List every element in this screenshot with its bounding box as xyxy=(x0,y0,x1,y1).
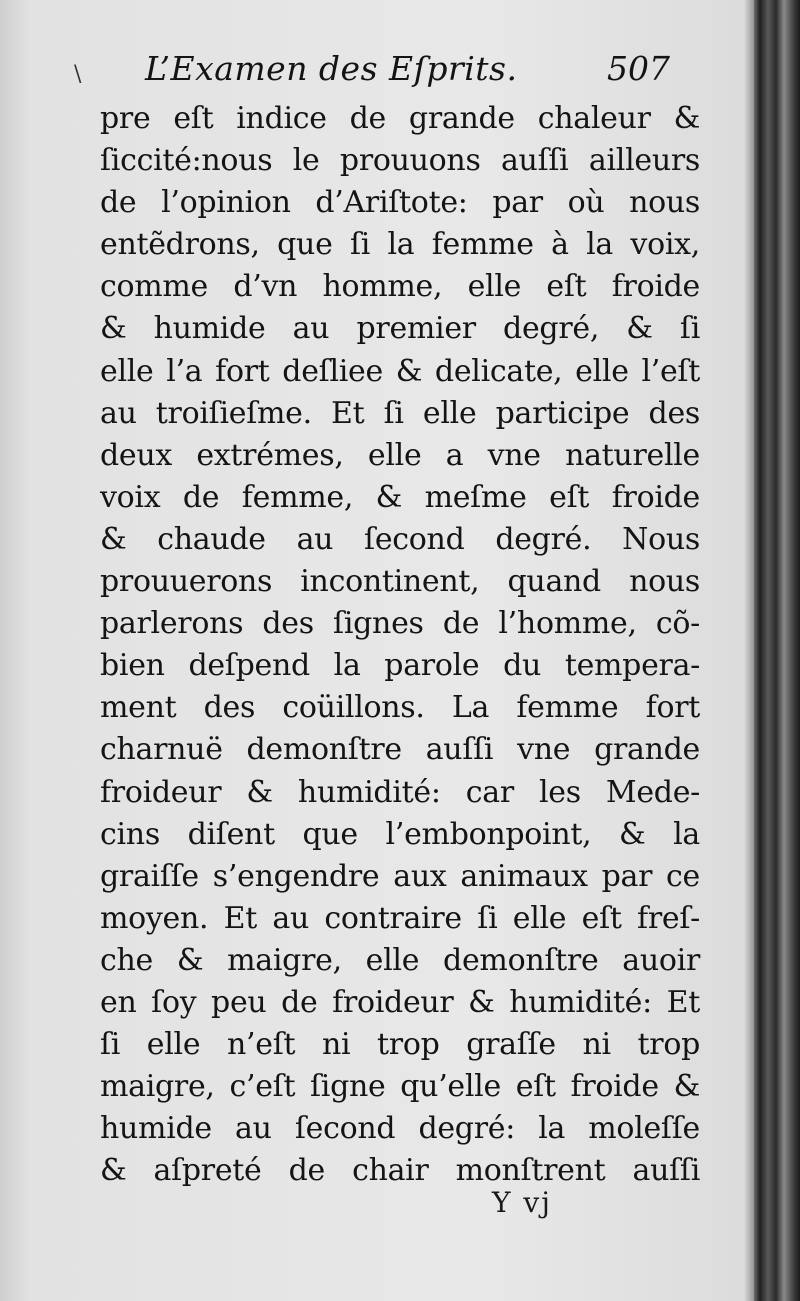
text-line: entẽdrons, que ſi la femme à la voix, xyxy=(100,227,700,263)
text-line: ſiccité:nous le prouuons auſſi ailleurs xyxy=(100,143,700,179)
text-line: parlerons des ſignes de l’homme, cõ- xyxy=(100,606,700,642)
book-spine xyxy=(754,0,800,1301)
text-line: comme d’vn homme, elle eſt froide xyxy=(100,269,700,305)
page-number: 507 xyxy=(607,49,670,88)
text-line: maigre, c’eſt ſigne qu’elle eſt froide & xyxy=(100,1069,700,1105)
text-block xyxy=(100,40,700,1192)
text-line: pre eſt indice de grande chaleur & xyxy=(100,101,700,136)
text-lines xyxy=(100,98,700,1192)
text-line: voix de femme, & meſme eſt froide xyxy=(100,479,700,515)
margin-mark: \ xyxy=(74,62,82,87)
text-line: froideur & humidité: car les Mede- xyxy=(100,774,700,810)
text-line: prouuerons incontinent, quand nous xyxy=(100,564,700,600)
text-line: & chaude au ſecond degré. Nous xyxy=(100,521,700,557)
text-line: en ſoy peu de froideur & humidité: Et xyxy=(100,984,700,1020)
text-line: ſi elle n’eſt ni trop graſſe ni trop xyxy=(100,1027,700,1063)
text-line: che & maigre, elle demonſtre auoir xyxy=(100,942,700,978)
text-line: de l’opinion d’Ariſtote: par où nous xyxy=(100,185,700,221)
text-line: moyen. Et au contraire ſi elle eſt freſ- xyxy=(100,900,700,936)
text-line: & humide au premier degré, & ſi xyxy=(100,311,700,347)
text-line: charnuë demonſtre auſſi vne grande xyxy=(100,732,700,768)
running-head xyxy=(100,40,700,98)
text-line: ment des coüillons. La femme fort xyxy=(100,690,700,726)
text-line: cins diſent que l’embonpoint, & la xyxy=(100,816,700,852)
signature-mark: Y vj xyxy=(492,1186,552,1219)
text-line: deux extrémes, elle a vne naturelle xyxy=(100,437,700,473)
running-head-title: L’Examen des Eſprits. xyxy=(145,49,518,88)
text-line: bien deſpend la parole du tempera- xyxy=(100,648,700,684)
text-line: humide au ſecond degré: la moleſſe xyxy=(100,1111,700,1147)
text-line: elle l’a fort deſliee & delicate, elle l’eſt xyxy=(100,353,700,389)
text-line: graiſſe s’engendre aux animaux par ce xyxy=(100,858,700,894)
text-line: au troiſieſme. Et ſi elle participe des xyxy=(100,395,700,431)
text-line: & aſpreté de chair monſtrent auſſi xyxy=(100,1153,700,1189)
